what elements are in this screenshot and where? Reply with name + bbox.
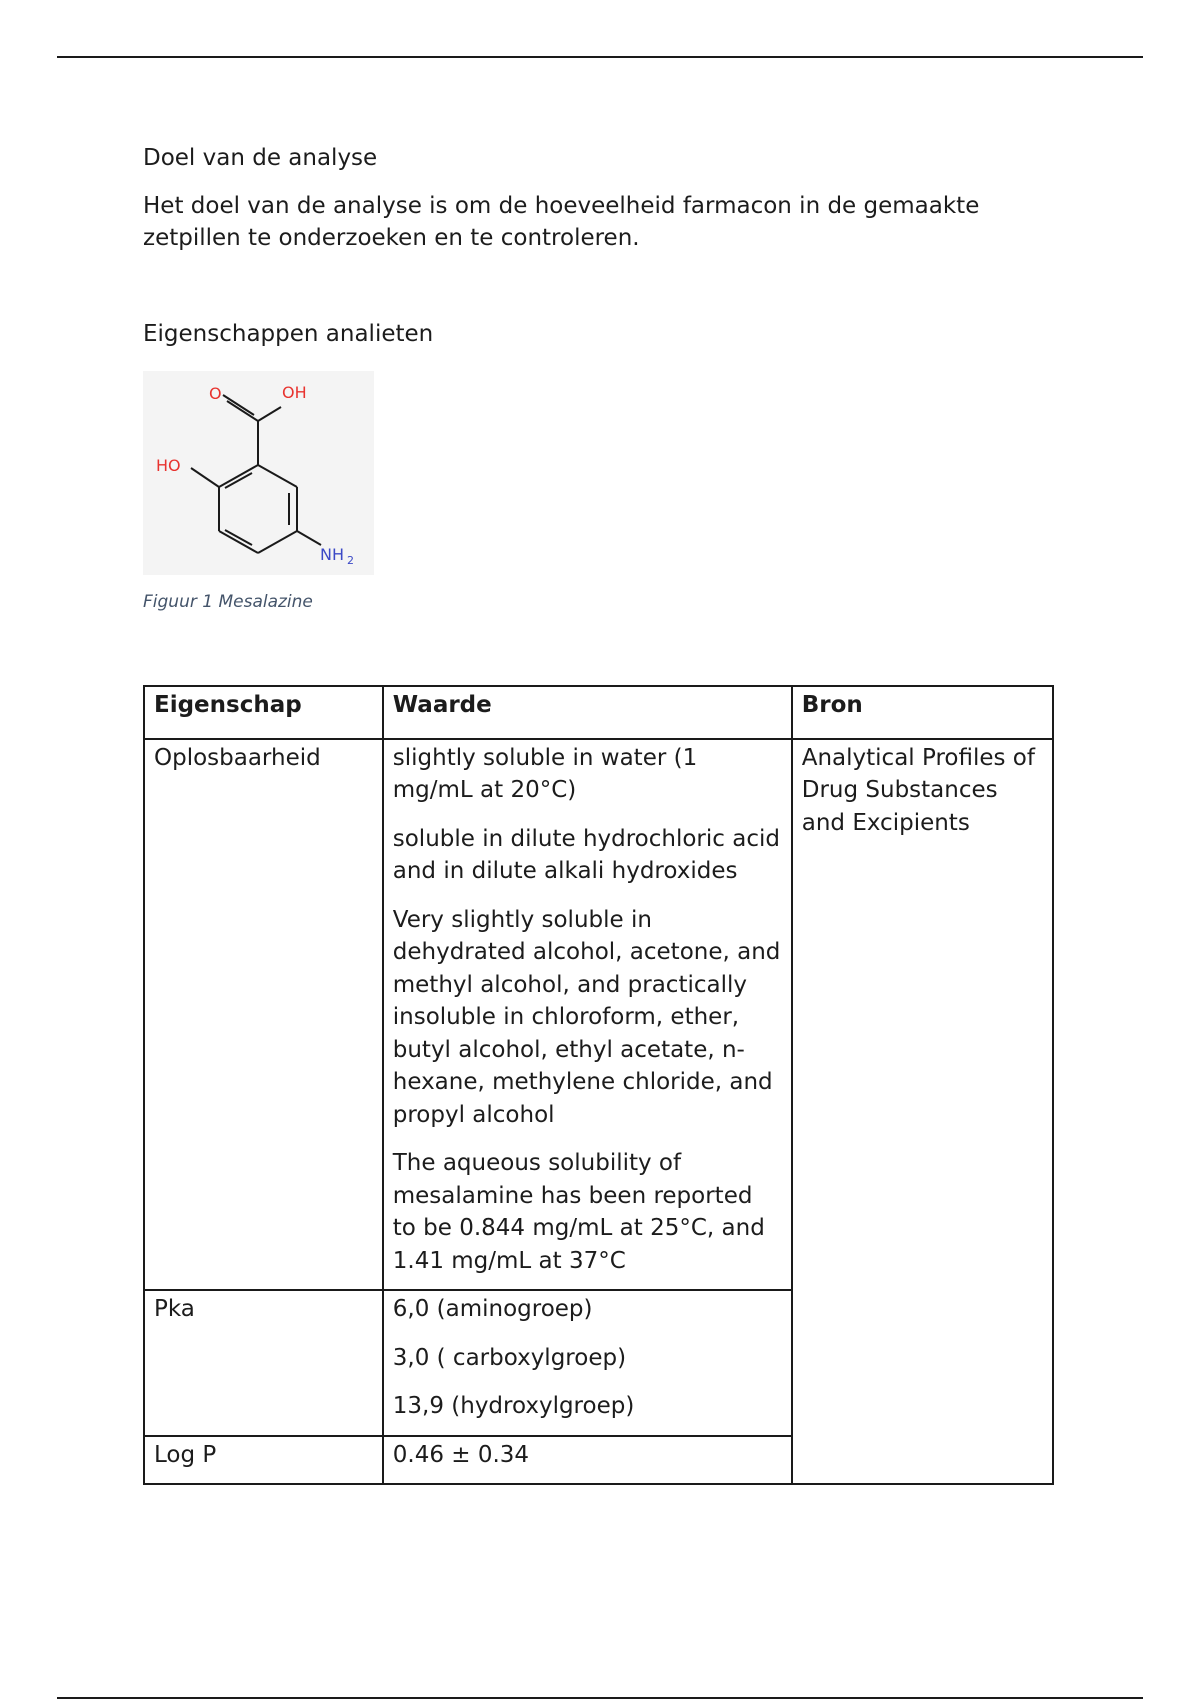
property-cell: Pka	[144, 1290, 383, 1436]
mesalazine-structure-drawing	[143, 371, 374, 575]
source-cell: Analytical Profiles of Drug Substances and Excipients	[792, 739, 1053, 1485]
amino-label: NH	[320, 545, 344, 564]
hydroxyl-label-carboxyl: OH	[282, 383, 307, 402]
figure-caption: Figuur 1 Mesalazine	[143, 592, 313, 612]
value-line: 0.46 ± 0.34	[392, 1441, 530, 1468]
value-line: 3,0 ( carboxylgroep)	[392, 1344, 627, 1371]
amino-subscript: 2	[347, 554, 354, 567]
header-waarde: Waarde	[383, 686, 792, 739]
oxygen-label: O	[209, 384, 222, 403]
value-line: Very slightly soluble in dehydrated alcohol, acetone, and methyl alcohol, and practically insoluble in chloroform, ether, butyl alcohol, ethyl acetate, n-hexane, methylene chloride, and propyl alcohol	[392, 906, 781, 1128]
section-heading-eigenschappen: Eigenschappen analieten	[143, 321, 434, 347]
property-cell: Log P	[144, 1436, 383, 1485]
value-line: 13,9 (hydroxylgroep)	[392, 1393, 635, 1419]
footer-rule	[57, 1697, 1143, 1699]
table-header-row	[144, 686, 1053, 739]
hydroxyl-label-ring: HO	[156, 456, 181, 475]
value-line: soluble in dilute hydrochloric acid and in dilute alkali hydroxides	[392, 825, 780, 884]
value-line: The aqueous solubility of mesalamine has been reported to be 0.844 mg/mL at 25°C, and 1.41 mg/mL at 37°C	[392, 1150, 765, 1274]
value-cell	[383, 739, 792, 1291]
header-bron: Bron	[792, 686, 1053, 739]
value-line: slightly soluble in water (1 mg/mL at 20°C)	[392, 744, 698, 803]
value-cell	[383, 1290, 792, 1436]
mesalazine-structure-figure	[143, 371, 374, 575]
properties-table	[143, 685, 1054, 1485]
header-eigenschap: Eigenschap	[144, 686, 383, 739]
value-line: 6,0 (aminogroep)	[392, 1296, 593, 1322]
section-heading-doel: Doel van de analyse	[143, 145, 378, 171]
header-rule	[57, 56, 1143, 58]
section-paragraph-doel: Het doel van de analyse is om de hoeveelheid farmacon in de gemaakte zetpillen te onderzoeken en te controleren.	[143, 193, 980, 251]
table-row	[144, 739, 1053, 1291]
value-cell	[383, 1436, 792, 1485]
property-cell: Oplosbaarheid	[144, 739, 383, 1291]
